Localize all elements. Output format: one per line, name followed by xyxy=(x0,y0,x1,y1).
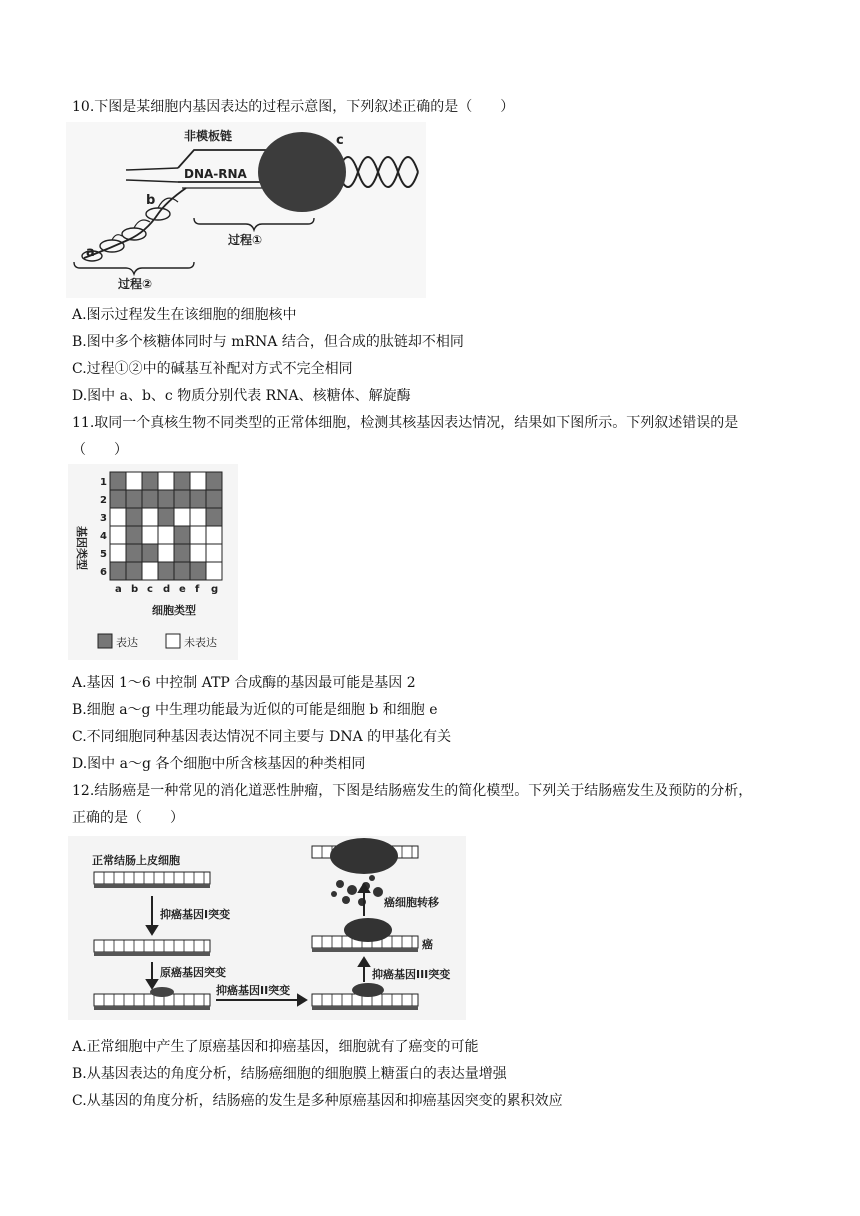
col-label: e xyxy=(179,584,186,595)
q12-colon-cancer-model xyxy=(68,836,466,1020)
grid-cell-gene4-celld xyxy=(158,526,174,544)
grid-cell-gene5-cellb xyxy=(126,544,142,562)
grid-cell-gene1-celle xyxy=(174,472,190,490)
q11-option-a: A.基因 1～6 中控制 ATP 合成酶的基因最可能是基因 2 xyxy=(72,675,416,691)
label-b: b xyxy=(146,193,156,208)
grid-cell-gene2-cellg xyxy=(206,490,222,508)
grid-cell-gene5-cellc xyxy=(142,544,158,562)
q12-option-c: C.从基因的角度分析，结肠癌的发生是多种原癌基因和抑癌基因突变的累积效应 xyxy=(72,1093,563,1109)
grid-cell-gene4-cellg xyxy=(206,526,222,544)
col-label: f xyxy=(195,584,200,595)
grid-cell-gene4-cellf xyxy=(190,526,206,544)
q12-option-a: A.正常细胞中产生了原癌基因和抑癌基因，细胞就有了癌变的可能 xyxy=(72,1039,479,1055)
grid-cell-gene4-cella xyxy=(110,526,126,544)
grid-cell-gene1-celld xyxy=(158,472,174,490)
q10-figure xyxy=(66,122,426,298)
row-label: 2 xyxy=(100,495,107,506)
col-label: a xyxy=(115,584,122,595)
grid-cell-gene1-cellg xyxy=(206,472,222,490)
grid-cell-gene1-cellf xyxy=(190,472,206,490)
grid-cell-gene5-cellg xyxy=(206,544,222,562)
grid-cell-gene3-cella xyxy=(110,508,126,526)
label-dna-rna: DNA-RNA xyxy=(184,167,247,181)
invasive-tumor xyxy=(330,838,398,874)
y-axis-label: 基因类型 xyxy=(75,526,88,570)
row-label: 3 xyxy=(100,513,107,524)
grid-cell-gene6-cella xyxy=(110,562,126,580)
q11-option-b: B.细胞 a～g 中生理功能最为近似的可能是细胞 b 和细胞 e xyxy=(72,702,438,718)
legend-not-expressed-swatch xyxy=(166,634,180,648)
cell-layer-normal xyxy=(94,872,210,888)
legend-expressed-swatch xyxy=(98,634,112,648)
label-a: a xyxy=(86,245,95,260)
q10-option-a: A.图示过程发生在该细胞的细胞核中 xyxy=(72,307,297,323)
grid-cell-gene6-cellc xyxy=(142,562,158,580)
grid-cell-gene3-cellf xyxy=(190,508,206,526)
label-metastasis: 癌细胞转移 xyxy=(384,896,439,909)
q12-stem-line1: 12.结肠癌是一种常见的消化道恶性肿瘤，下图是结肠癌发生的简化模型。下列关于结肠癌发生及预防的分析， xyxy=(72,783,753,799)
grid-cell-gene3-cellb xyxy=(126,508,142,526)
row-label: 6 xyxy=(100,567,107,578)
row-label: 1 xyxy=(100,477,107,488)
q10-option-b: B.图中多个核糖体同时与 mRNA 结合，但合成的肽链却不相同 xyxy=(72,334,464,350)
q11-option-d: D.图中 a～g 各个细胞中所含核基因的种类相同 xyxy=(72,756,366,772)
q11-stem-line1: 11.取同一个真核生物不同类型的正常体细胞，检测其核基因表达情况，结果如下图所示。下列叙述错误的是 xyxy=(72,415,739,431)
label-process2: 过程② xyxy=(118,277,153,291)
adenoma xyxy=(352,983,384,997)
q12-stem-line2: 正确的是（ ） xyxy=(72,810,184,826)
legend-not-expressed-label: 未表达 xyxy=(184,636,217,649)
q11-option-c: C.不同细胞同种基因表达情况不同主要与 DNA 的甲基化有关 xyxy=(72,729,452,745)
grid-cell-gene3-cellc xyxy=(142,508,158,526)
grid-cell-gene3-celle xyxy=(174,508,190,526)
cell-layer-step1 xyxy=(94,940,210,956)
grid-cell-gene4-celle xyxy=(174,526,190,544)
grid-cell-gene6-cellg xyxy=(206,562,222,580)
x-axis-label: 细胞类型 xyxy=(152,604,196,617)
grid-cell-gene2-celle xyxy=(174,490,190,508)
grid-cell-gene6-cellb xyxy=(126,562,142,580)
q11-gene-expression-grid xyxy=(68,464,238,660)
grid-cell-gene2-cellf xyxy=(190,490,206,508)
grid-cell-gene5-cellf xyxy=(190,544,206,562)
label-step2: 原癌基因突变 xyxy=(160,966,226,979)
grid-cell-gene6-celle xyxy=(174,562,190,580)
grid-cell-gene4-cellc xyxy=(142,526,158,544)
col-label: b xyxy=(131,584,139,595)
grid-cell-gene3-cellg xyxy=(206,508,222,526)
grid-cell-gene2-cellc xyxy=(142,490,158,508)
label-cancer: 癌 xyxy=(422,938,433,951)
col-label: g xyxy=(211,584,219,595)
small-polyp xyxy=(150,987,174,997)
row-label: 4 xyxy=(100,531,107,542)
q12-option-b: B.从基因表达的角度分析，结肠癌细胞的细胞膜上糖蛋白的表达量增强 xyxy=(72,1066,507,1082)
grid-cell-gene5-cella xyxy=(110,544,126,562)
col-label: d xyxy=(163,584,171,595)
label-normal-cells: 正常结肠上皮细胞 xyxy=(92,854,180,867)
row-label: 5 xyxy=(100,549,107,560)
grid-cell-gene1-cella xyxy=(110,472,126,490)
label-step1: 抑癌基因I突变 xyxy=(160,908,231,921)
col-label: c xyxy=(147,584,153,595)
rna-polymerase-c xyxy=(258,132,346,212)
label-c: c xyxy=(336,133,344,148)
q10-option-c: C.过程①②中的碱基互补配对方式不完全相同 xyxy=(72,361,353,377)
label-nontemplate: 非模板链 xyxy=(184,129,233,143)
legend-expressed-label: 表达 xyxy=(116,636,138,649)
grid-cell-gene2-cellb xyxy=(126,490,142,508)
q10-stem: 10.下图是某细胞内基因表达的过程示意图，下列叙述正确的是（ ） xyxy=(72,99,515,115)
grid-cell-gene2-celld xyxy=(158,490,174,508)
grid-cell-gene5-celld xyxy=(158,544,174,562)
grid-cell-gene3-celld xyxy=(158,508,174,526)
label-process1: 过程① xyxy=(228,233,263,247)
grid-cell-gene4-cellb xyxy=(126,526,142,544)
grid-cell-gene1-cellb xyxy=(126,472,142,490)
grid-cell-gene1-cellc xyxy=(142,472,158,490)
grid-cell-gene2-cella xyxy=(110,490,126,508)
grid-cell-gene5-celle xyxy=(174,544,190,562)
q11-stem-line2: （ ） xyxy=(72,442,128,458)
grid-cell-gene6-cellf xyxy=(190,562,206,580)
label-step3: 抑癌基因II突变 xyxy=(216,984,291,997)
label-step4: 抑癌基因III突变 xyxy=(372,968,451,981)
carcinoma xyxy=(344,918,392,942)
q10-figure-bg xyxy=(66,122,426,298)
q10-option-d: D.图中 a、b、c 物质分别代表 RNA、核糖体、解旋酶 xyxy=(72,388,411,404)
grid-cell-gene6-celld xyxy=(158,562,174,580)
